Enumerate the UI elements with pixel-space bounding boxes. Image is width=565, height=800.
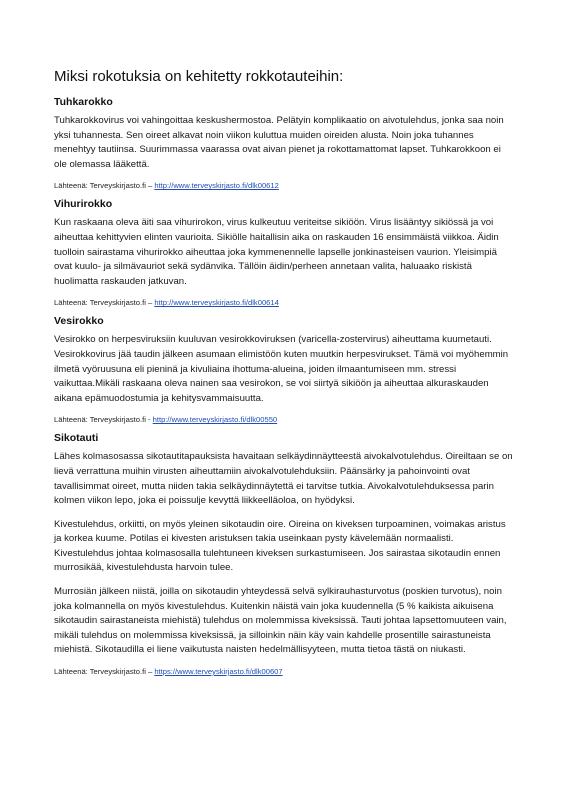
page-title: Miksi rokotuksia on kehitetty rokkotauteihin:: [54, 68, 344, 85]
source-link[interactable]: https://www.terveyskirjasto.fi/dlk00607: [154, 667, 283, 677]
section-paragraph: Vesirokko on herpesviruksiin kuuluvan vesirokkoviruksen (varicella-zostervirus) aiheuttama kuumetauti. Vesirokkovirus jää taudin jälkeen asumaan elimistöön kuten muutkin herpesvirukset. Tämä voi myöhemmin ilmetä vyöruusuna eli pieninä ja kivuliaina ihottuma-alueina, joiden ilmaantumiseen mm. stressi vaikuttaa.Mikäli raskaana oleva nainen saa vesirokon, se voi siirtyä sikiöön ja aiheuttaa alkuraskauden aikana epämuodostumia ja kehitysvammaisuutta.: [54, 334, 509, 404]
source-link[interactable]: http://www.terveyskirjasto.fi/dlk00550: [152, 415, 278, 425]
source-prefix: Lähteenä: Terveyskirjasto.fi –: [54, 181, 155, 191]
section-paragraph: Murrosiän jälkeen niistä, joilla on sikotaudin yhteydessä selvä sylkirauhasturvotus (poskien turvotus), noin joka kolmannella on myös kivestulehdus. Kuitenkin näistä vain joka kuudennella (5 % kaikista aikuisena sikotaudin sairastaneista miehistä) tulehdus on molemmissa kiveksissä. Tauti johtaa lapsettomuuteen vain, mikäli tulehdus on molemmissa kiveksissä, ja silloinkin näin käy vain kahdelle prosentille sairastuneista miehistä. Sikotaudilla ei liene vaikutusta naisten hedelmällisyyteen, mutta tietoa tästä on niukasti.: [54, 586, 507, 656]
section-paragraph: Kivestulehdus, orkiitti, on myös yleinen sikotaudin oire. Oireina on kiveksen turpoaminen, voimakas aristus ja korkea kuume. Potilas ei kivesten aristuksen takia useinkaan pysty kävelemään normaalisti. Kivestulehdus johtaa kolmasosalla tulehtuneen kiveksen surkastumiseen. Jos sairastaa sikotaudin ennen murrosikää, kivestulehdusta harvoin tulee.: [54, 518, 506, 574]
source-line: [54, 298, 515, 307]
source-prefix: Lähteenä: Terveyskirjasto.fi –: [54, 667, 155, 677]
source-prefix: Lähteenä: Terveyskirjasto.fi -: [54, 415, 153, 425]
section-paragraph: Lähes kolmasosassa sikotautitapauksista havaitaan selkäydinnäytteestä aivokalvotulehdus. Oireiltaan se on lievä verrattuna muihin virusten aiheuttamiin aivokalvotulehduksiin. Päänsärky ja pahoinvointi ovat tavallisimmat oireet, mutta niiden takia selkäydinnäytettä ei tarvitse tutkia. Aivokalvotulehduksessa parin kolmen viikon lepo, joka ei poissulje kevyttä liikkeelläoloa, on hyödyksi.: [54, 451, 513, 507]
section-paragraph: Kun raskaana oleva äiti saa vihurirokon, virus kulkeutuu veriteitse sikiöön. Virus lisääntyy sikiössä ja voi aiheuttaa kehittyvien elinten vaurioita. Sikiölle haitallisin aika on raskauden 16 ensimmäistä viikkoa. Äidin tuolloin sairastama vihurirokko aiheuttaa joka kymmenennelle lapselle jonkinasteisen vaurion. Yleisimpiä ovat kuulo- ja silmävauriot sekä sydänvika. Tällöin äidin/perheen annetaan valita, haluaako riskistä huolimatta raskauden jatkuvan.: [54, 217, 499, 287]
source-link[interactable]: http://www.terveyskirjasto.fi/dlk00612: [154, 181, 279, 191]
section-paragraph: Tuhkarokkovirus voi vahingoittaa keskushermostoa. Pelätyin komplikaatio on aivotulehdus, jonka saa noin yksi tuhannesta. Sen oireet alkavat noin viikon kuluttua muiden oireiden alusta. Noin joka tuhannes menehtyy tautiinsa. Suurimmassa vaarassa ovat aivan pienet ja rokottamattomat lapset. Tuhkarokkoon ei ole olemassa lääkettä.: [54, 115, 504, 170]
source-line: [54, 667, 515, 676]
source-link[interactable]: http://www.terveyskirjasto.fi/dlk00614: [154, 298, 279, 308]
source-line: [54, 181, 515, 190]
source-line: [54, 415, 515, 424]
section-heading-sikotauti: Sikotauti: [54, 432, 99, 445]
section-heading-vesirokko: Vesirokko: [54, 315, 104, 328]
source-prefix: Lähteenä: Terveyskirjasto.fi –: [54, 298, 155, 308]
section-heading-vihurirokko: Vihurirokko: [54, 198, 113, 211]
section-heading-tuhkarokko: Tuhkarokko: [54, 96, 113, 108]
